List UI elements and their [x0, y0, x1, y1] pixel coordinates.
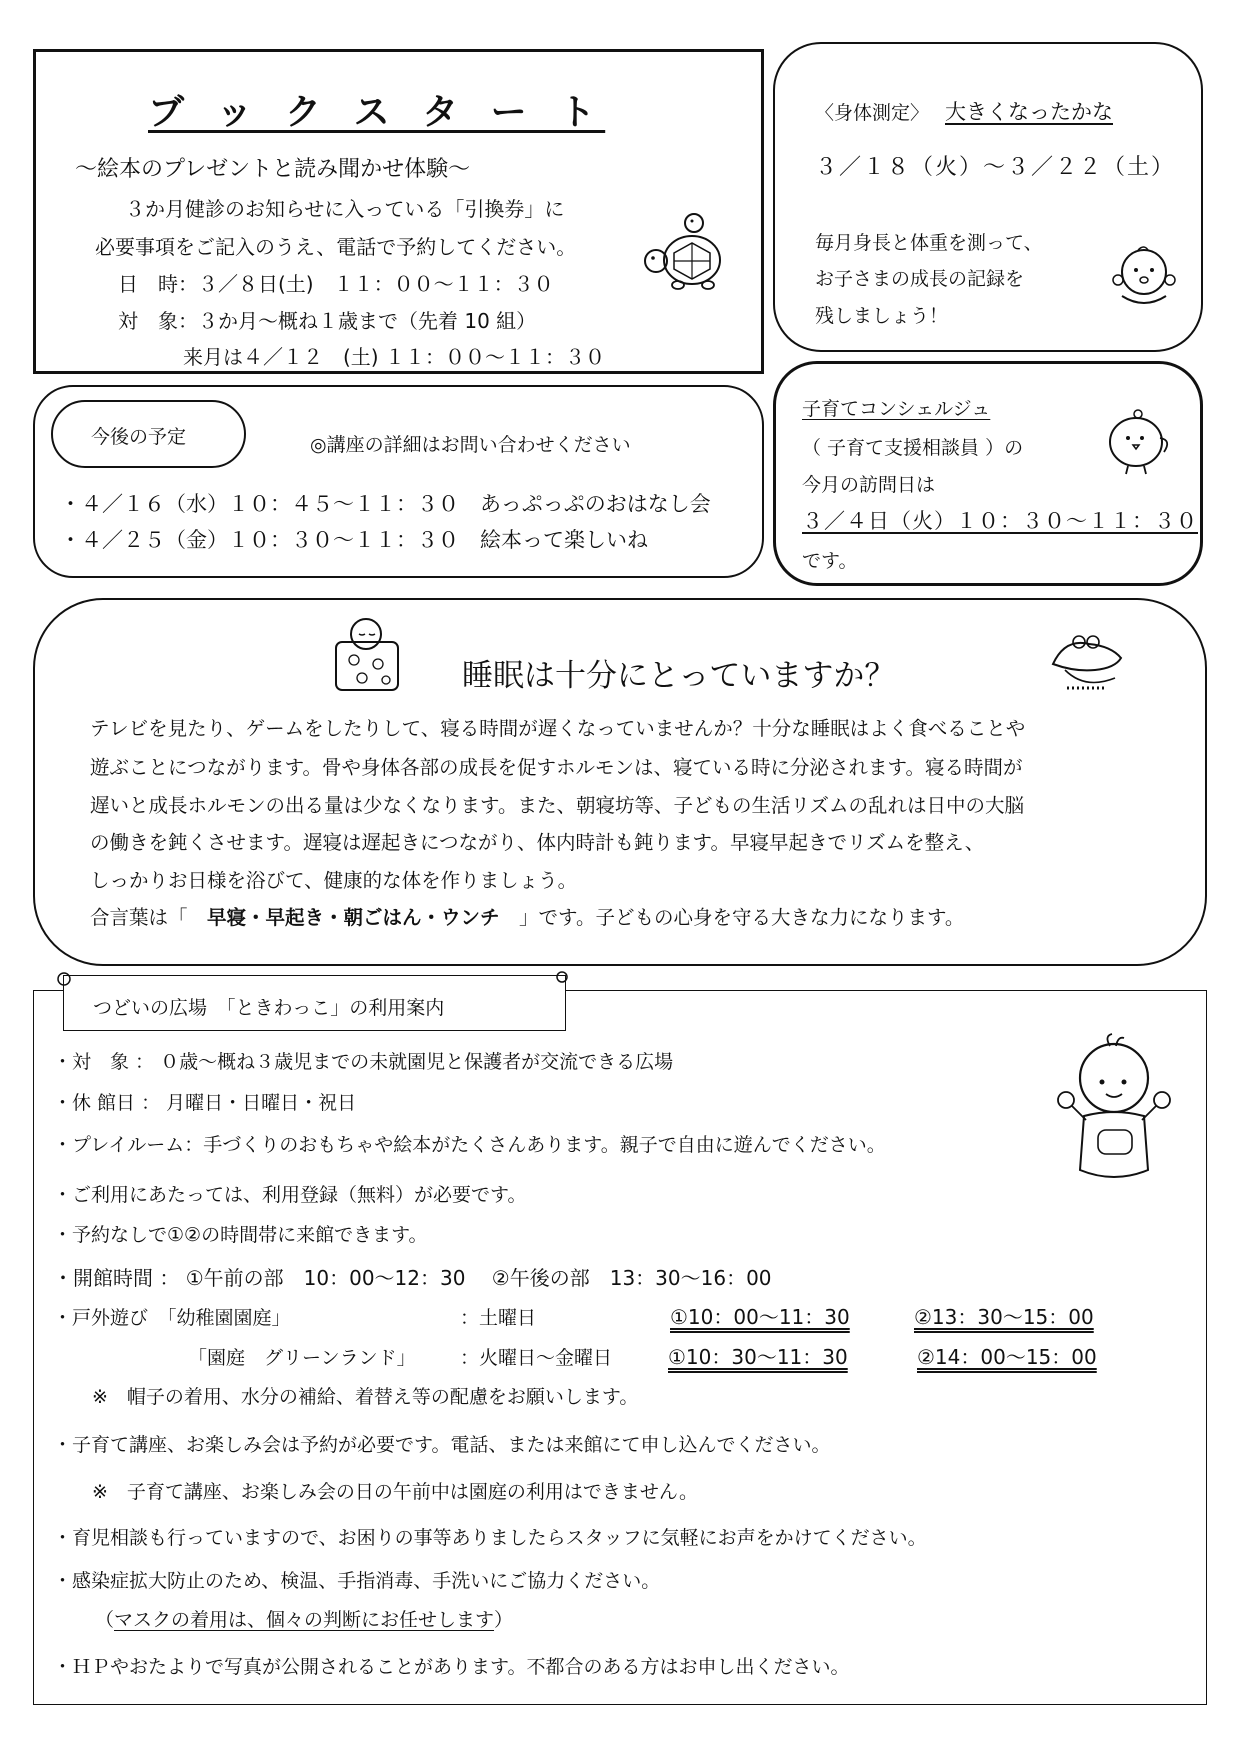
plaza-outdoor2-day: ：火曜日～金曜日	[460, 1347, 613, 1369]
chick-illustration	[1098, 400, 1178, 480]
waving-baby-illustration	[1050, 1030, 1175, 1190]
baby-face-illustration	[1108, 240, 1183, 315]
sleep-line-1: テレビを見たり、ゲームをしたりして、寝る時間が遅くなっていませんか？十分な睡眠はよく食べることや	[90, 717, 1026, 740]
sleep-motto-prefix: 合言葉は「	[90, 906, 208, 929]
schedule-note: ◎講座の詳細はお問い合わせください	[310, 434, 631, 456]
plaza-hours: ・開館時間 ： ①午前の部 10：00～12：30 ②午後の部 13：30～16：00	[53, 1266, 772, 1290]
plaza-outdoor2-time1: ①10：30～11：30	[668, 1345, 848, 1369]
measure-label: 〈身体測定〉	[815, 102, 930, 124]
plaza-registration: ・ご利用にあたっては、利用登録（無料）が必要です。	[53, 1184, 527, 1206]
turtle-illustration	[640, 205, 730, 295]
plaza-note-hat: ※ 帽子の着用、水分の補給、着替え等の配慮をお願いします。	[92, 1386, 639, 1408]
bookstart-datetime: 日 時：３／８日(土) １１：００～１１：３０	[118, 272, 554, 296]
measure-text1: 毎月身長と体重を測って、	[815, 232, 1043, 254]
plaza-closed: ・休 館日 ： 月曜日・日曜日・祝日	[53, 1092, 357, 1114]
plaza-lecture: ・子育て講座、お楽しみ会は予約が必要です。電話、または来館にて申し込んでください。	[53, 1434, 831, 1456]
schedule-item-2: ・４／２５（金）１０：３０～１１：３０ 絵本って楽しいね	[60, 528, 648, 552]
sleeping-baby-illustration	[330, 612, 410, 694]
plaza-note-lecture: ※ 子育て講座、お楽しみ会の日の午前中は園庭の利用はできません。	[92, 1481, 699, 1503]
sleep-line-4: の働きを鈍くさせます。遅寝は遅起きにつながり、体内時計も鈍ります。早寝早起きでリズムを整え、	[90, 831, 985, 854]
sleep-motto-line	[90, 902, 964, 930]
schedule-item-1: ・４／１６（水）１０：４５～１１：３０ あっぷっぷのおはなし会	[60, 492, 711, 516]
plaza-target: ・対 象 ： ０歳～概ね３歳児までの未就園児と保護者が交流できる広場	[53, 1051, 674, 1073]
sleep-line-5: しっかりお日様を浴びて、健康的な体を作りましょう。	[90, 869, 578, 892]
bookstart-line2: 必要事項をご記入のうえ、電話で予約してください。	[95, 235, 577, 259]
plaza-mask-line	[95, 1605, 513, 1632]
schedule-tag-label: 今後の予定	[91, 426, 187, 448]
measure-text3: 残しましょう！	[815, 305, 949, 327]
sleep-motto: 早寝・早起き・朝ごはん・ウンチ	[207, 906, 500, 929]
scroll-curl-icon	[55, 970, 575, 990]
sleep-line-2: 遊ぶことにつながります。骨や身体各部の成長を促すホルモンは、寝ている時に分泌されます。寝る時間が	[90, 756, 1023, 779]
sleep-title: 睡眠は十分にとっていますか？	[462, 658, 896, 694]
plaza-mask-close: ）	[494, 1609, 514, 1631]
plaza-outdoor1-time2: ②13：30～15：00	[914, 1305, 1094, 1329]
sleep-line-3: 遅いと成長ホルモンの出る量は少なくなります。また、朝寝坊等、子どもの生活リズムの乱れは日中の大脳	[90, 794, 1025, 817]
bookstart-subtitle: ～絵本のプレゼントと読み聞かせ体験～	[75, 157, 471, 182]
plaza-outdoor-label: ・戸外遊び 「幼稚園園庭」	[53, 1307, 291, 1329]
measure-text2: お子さまの成長の記録を	[815, 268, 1025, 290]
plaza-photo: ・ＨＰやおたよりで写真が公開されることがあります。不都合のある方はお申し出ください。	[53, 1656, 850, 1678]
measure-dates: ３／１８（火）～３／２２（土）	[815, 155, 1176, 180]
plaza-consult: ・育児相談も行っていますので、お困りの事等ありましたらスタッフに気軽にお声をかけてください。	[53, 1527, 927, 1549]
concierge-date: ３／４日（火）１０：３０～１１：３０	[802, 509, 1198, 533]
crocodile-illustration	[1045, 628, 1130, 698]
plaza-mask-open: （	[95, 1609, 115, 1631]
plaza-mask: マスクの着用は、個々の判断にお任せします	[114, 1609, 495, 1631]
bookstart-target: 対 象：３か月～概ね１歳まで（先着 10 組）	[118, 309, 537, 333]
bookstart-next-month: 来月は４／１２ (土) １１：００～１１：３０	[183, 345, 605, 369]
measure-heading: 大きくなったかな	[945, 100, 1113, 124]
plaza-outdoor1-time1: ①10：00～11：30	[670, 1305, 850, 1329]
concierge-line5: です。	[802, 550, 858, 572]
concierge-line3: 今月の訪問日は	[802, 474, 936, 496]
plaza-banner-label: つどいの広場 「ときわっこ」の利用案内	[93, 997, 445, 1019]
bookstart-title: ブ ッ ク ス タ ー ト	[148, 92, 606, 133]
plaza-playroom: ・プレイルーム：手づくりのおもちゃや絵本がたくさんあります。親子で自由に遊んでください。	[53, 1134, 886, 1156]
concierge-title: 子育てコンシェルジュ	[802, 398, 991, 420]
plaza-outdoor1-day: ：土曜日	[460, 1307, 537, 1329]
concierge-line2: （ 子育て支援相談員 ）の	[802, 437, 1024, 459]
plaza-outdoor2-place: 「園庭 グリーンランド」	[188, 1347, 416, 1369]
plaza-outdoor2-time2: ②14：00～15：00	[917, 1345, 1097, 1369]
plaza-walkin: ・予約なしで①②の時間帯に来館できます。	[53, 1224, 428, 1246]
sleep-motto-suffix: 」です。子どもの心身を守る大きな力になります。	[499, 906, 965, 929]
bookstart-line1: ３か月健診のお知らせに入っている「引換券」に	[125, 197, 565, 221]
plaza-infection: ・感染症拡大防止のため、検温、手指消毒、手洗いにご協力ください。	[53, 1570, 661, 1592]
